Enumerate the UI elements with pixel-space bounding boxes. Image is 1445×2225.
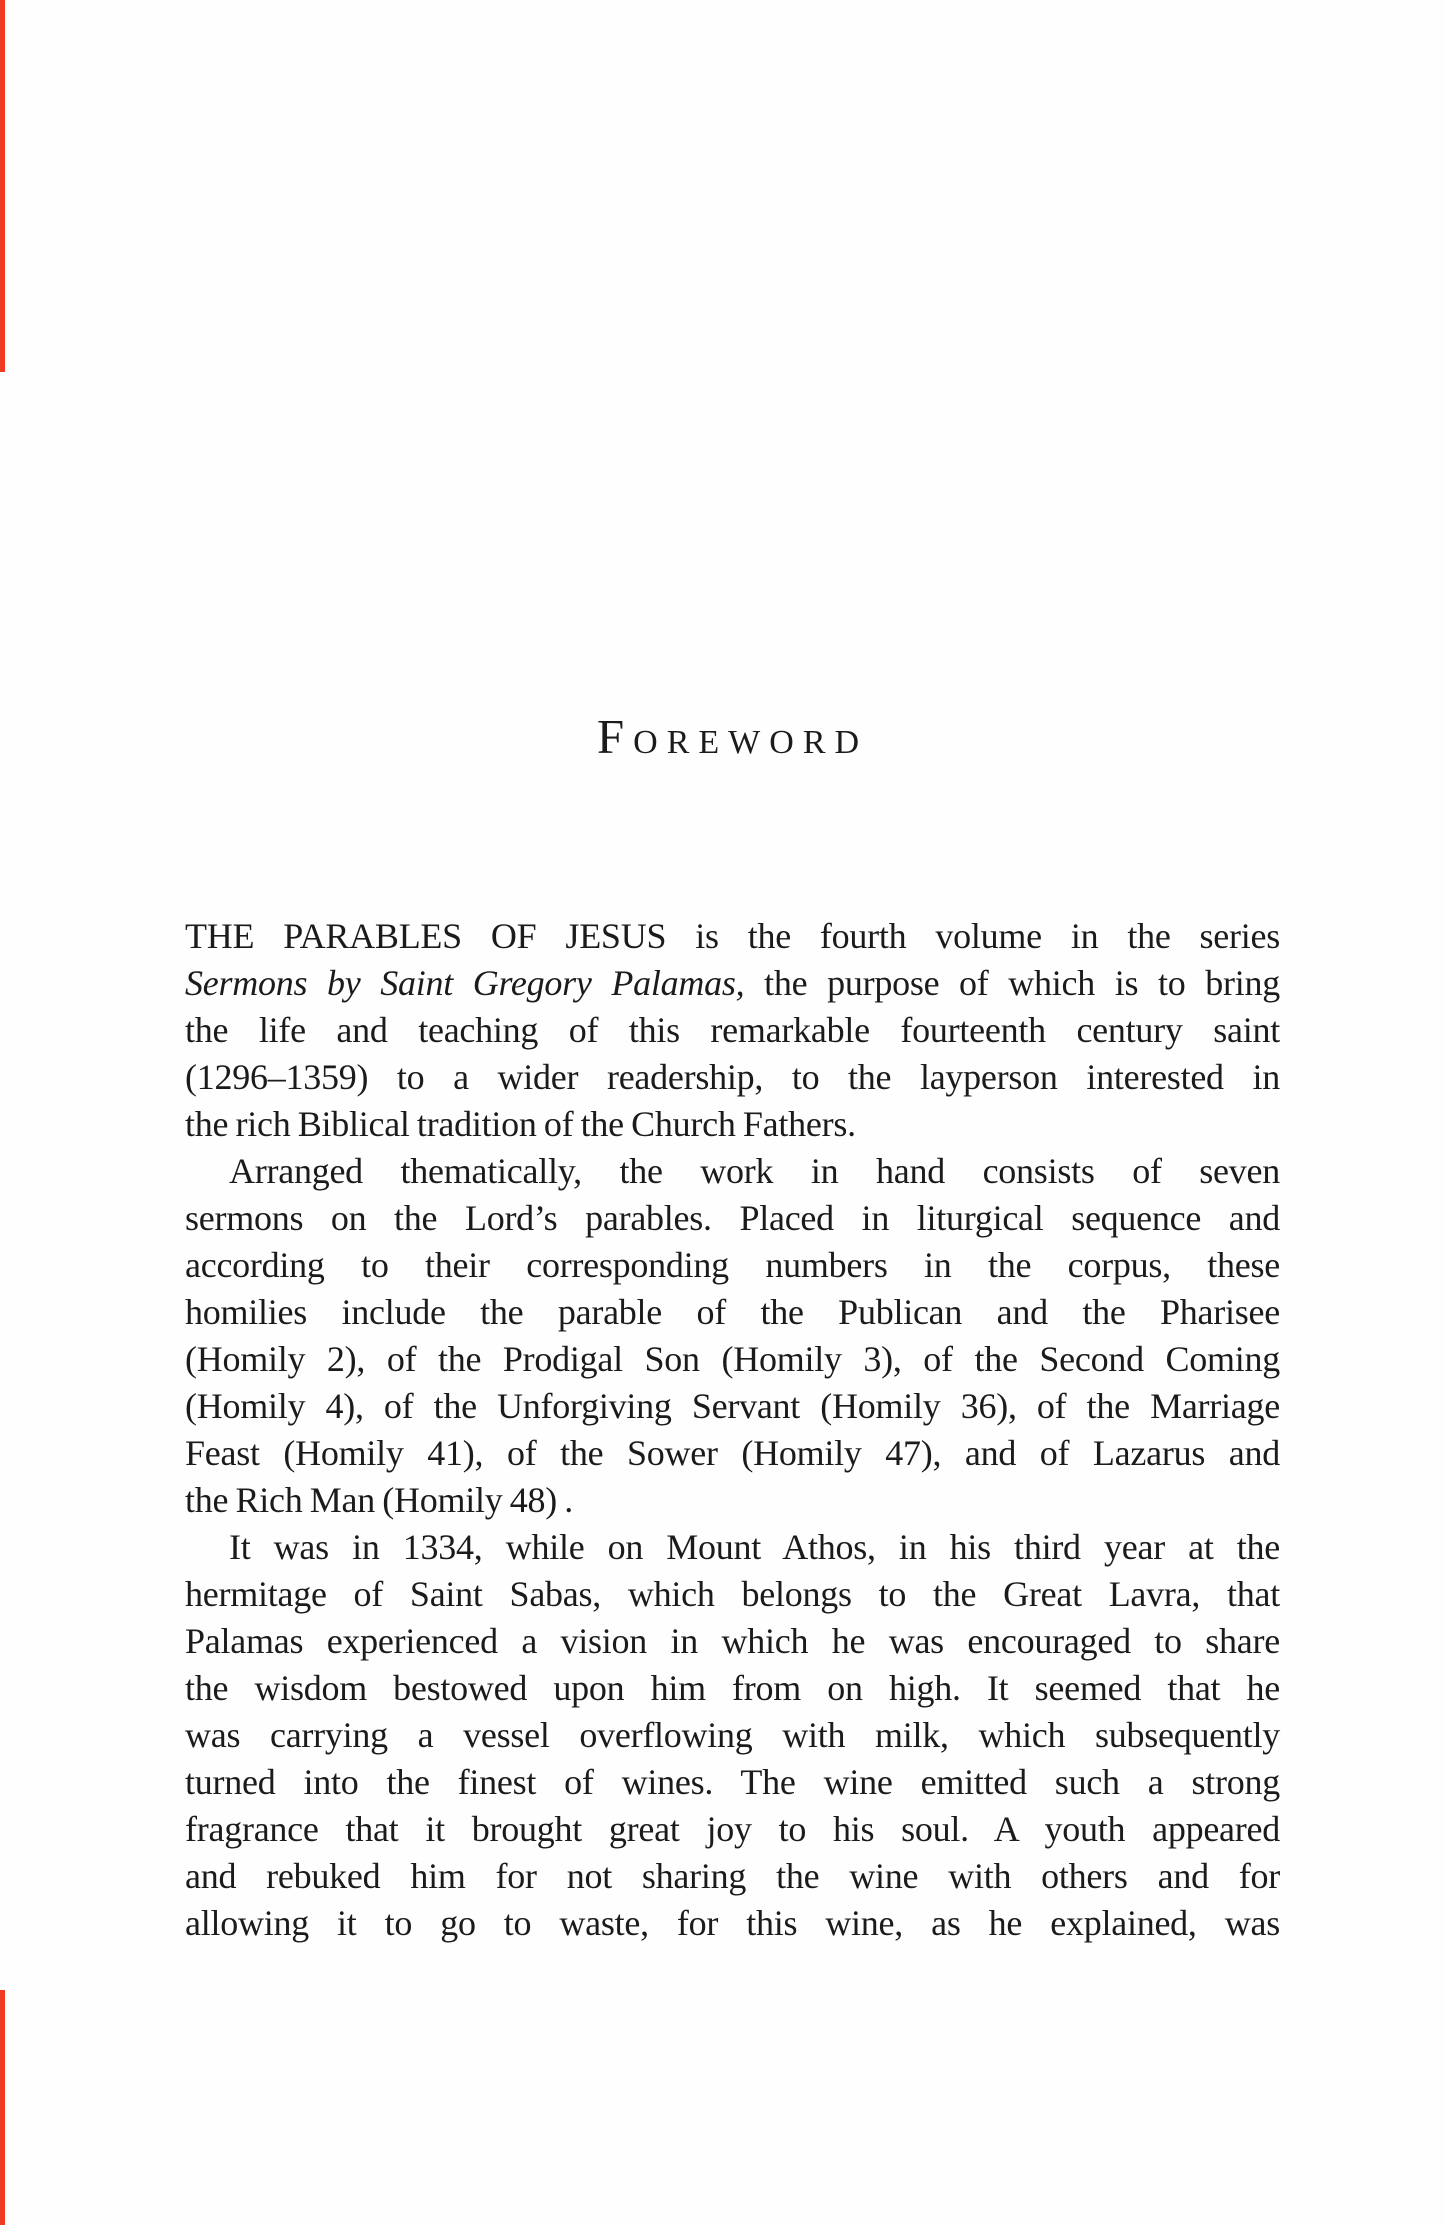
text-line [185, 1430, 1280, 1477]
text-run: the Rich Man (Homily 48) . [185, 1480, 573, 1520]
foreword-body [185, 913, 1280, 1947]
text-line [185, 913, 1280, 960]
text-line [185, 960, 1280, 1007]
text-run: the purpose of which is to bring [744, 963, 1280, 1003]
text-line [185, 1007, 1280, 1054]
text-run: sermons on the Lord’s parables. Placed in liturgical sequence and [185, 1198, 1280, 1238]
text-line [185, 1242, 1280, 1289]
page-edge-mark-top [0, 0, 5, 372]
text-run: homilies include the parable of the Publican and the Pharisee [185, 1292, 1280, 1332]
text-line [185, 1806, 1280, 1853]
text-line [185, 1712, 1280, 1759]
text-line [185, 1289, 1280, 1336]
text-line [185, 1665, 1280, 1712]
text-run: and rebuked him for not sharing the wine with others and for [185, 1856, 1280, 1896]
text-run: allowing it to go to waste, for this wine, as he explained, was [185, 1903, 1280, 1943]
text-run: was carrying a vessel overflowing with milk, which subsequently [185, 1715, 1280, 1755]
text-line [185, 1195, 1280, 1242]
page-edge-mark-bottom [0, 1990, 5, 2225]
text-line [185, 1853, 1280, 1900]
page-title: Foreword [596, 709, 869, 764]
text-line [185, 1054, 1280, 1101]
text-line [185, 1900, 1280, 1947]
text-run: Feast (Homily 41), of the Sower (Homily 47), and of Lazarus and [185, 1433, 1280, 1473]
text-run: THE PARABLES OF JESUS is the fourth volume in the series [185, 916, 1280, 956]
text-run: fragrance that it brought great joy to his soul. A youth appeared [185, 1809, 1280, 1849]
text-run: (Homily 2), of the Prodigal Son (Homily 3), of the Second Coming [185, 1339, 1280, 1379]
text-line [185, 1524, 1280, 1571]
text-line [185, 1618, 1280, 1665]
text-run: Arranged thematically, the work in hand consists of seven [229, 1151, 1280, 1191]
text-line [185, 1383, 1280, 1430]
text-run: (1296–1359) to a wider readership, to the layperson interested in [185, 1057, 1280, 1097]
text-run: (Homily 4), of the Unforgiving Servant (Homily 36), of the Marriage [185, 1386, 1280, 1426]
text-line [185, 1101, 1280, 1148]
text-line [185, 1759, 1280, 1806]
text-line [185, 1336, 1280, 1383]
text-line [185, 1148, 1280, 1195]
text-run: hermitage of Saint Sabas, which belongs to the Great Lavra, that [185, 1574, 1280, 1614]
text-run: It was in 1334, while on Mount Athos, in his third year at the [229, 1527, 1280, 1567]
text-run: the wisdom bestowed upon him from on high. It seemed that he [185, 1668, 1280, 1708]
text-run: the rich Biblical tradition of the Church Fathers. [185, 1104, 856, 1144]
text-run: Palamas experienced a vision in which he was encouraged to share [185, 1621, 1280, 1661]
text-line [185, 1571, 1280, 1618]
text-run: the life and teaching of this remarkable fourteenth century saint [185, 1010, 1280, 1050]
series-title-italic: Sermons by Saint Gregory Palamas, [185, 963, 745, 1003]
text-run: according to their corresponding numbers in the corpus, these [185, 1245, 1280, 1285]
text-line [185, 1477, 1280, 1524]
text-run: turned into the finest of wines. The wine emitted such a strong [185, 1762, 1280, 1802]
